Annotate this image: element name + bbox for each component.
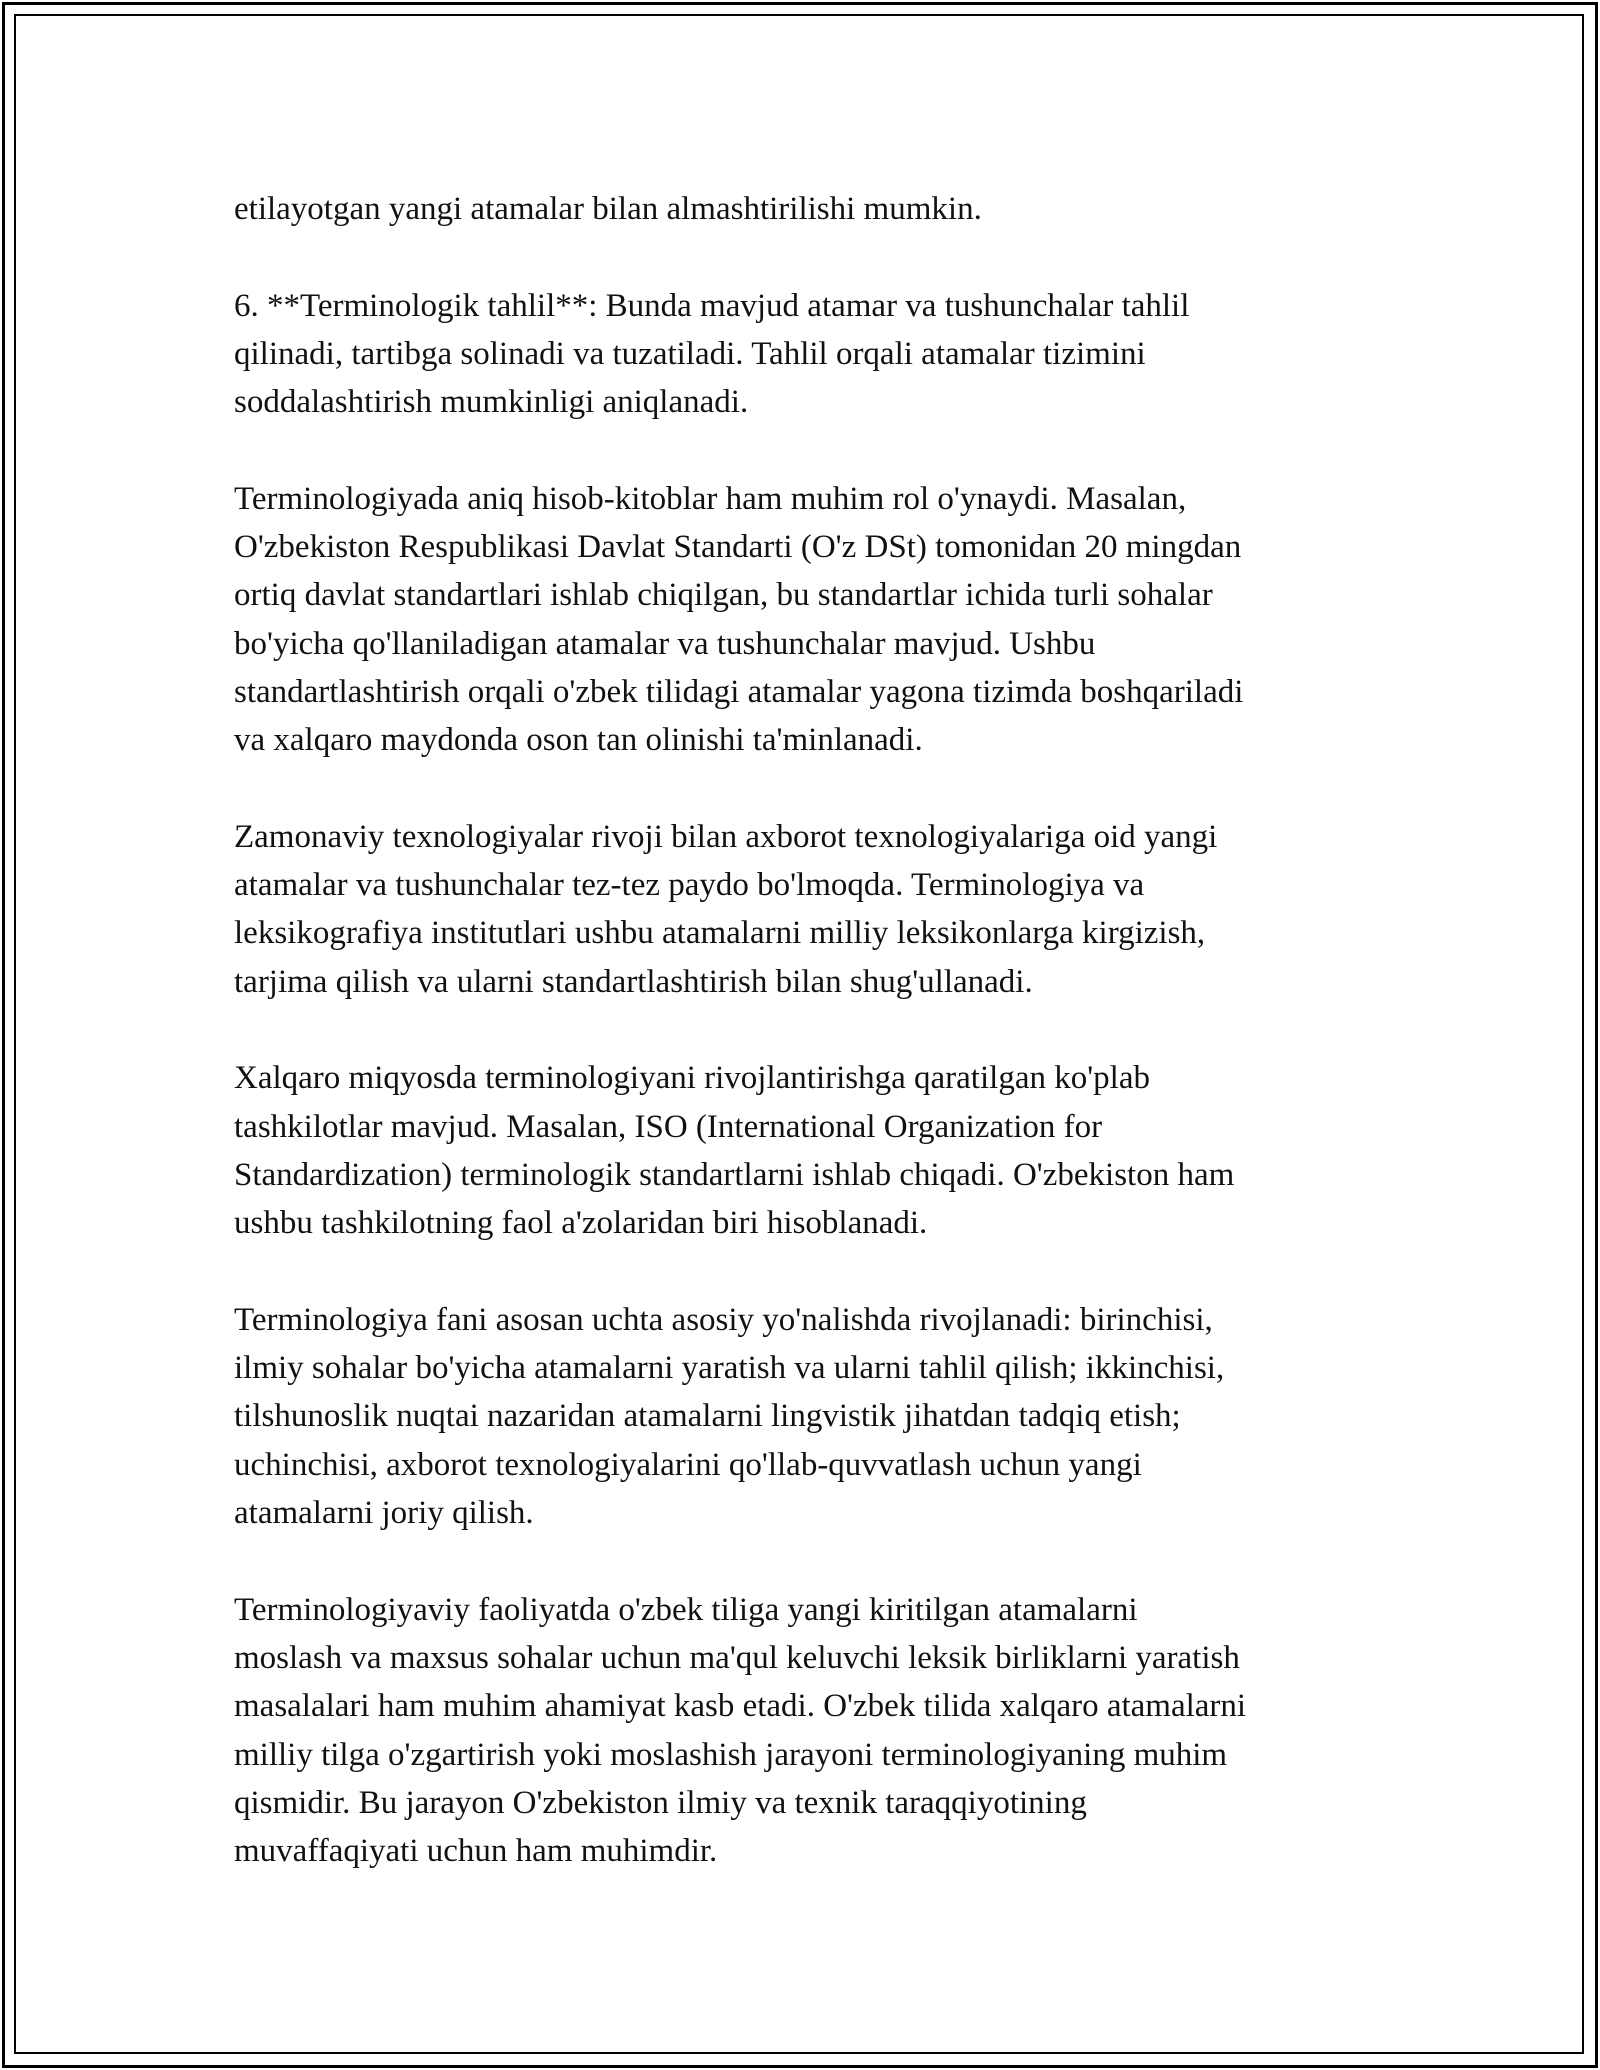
paragraph-terminological-activity: Terminologiyaviy faoliyatda o'zbek tiliga yangi kiritilgan atamalarni moslash va maxsus sohalar uchun ma'qul keluvchi leksik birliklarni yaratish masalalari ham muhim ahamiyat kasb etadi. O'zbek tilida xalqaro atamalarni milliy tilga o'zgartirish yoki moslashish jarayoni terminologiyaning muhim qismidir. Bu jarayon O'zbekiston ilmiy va texnik taraqqiyotining muvaffaqiyati uchun ham muhimdir. bbox=[234, 1591, 1247, 1870]
paragraph-international-organizations: Xalqaro miqyosda terminologiyani rivojlantirishga qaratilgan ko'plab tashkilotlar mavjud. Masalan, ISO (International Organization for Standardization) terminologik standartlarni ishlab chiqadi. O'zbekiston ham ushbu tashkilotning faol a'zolaridan biri hisoblanadi. bbox=[234, 1060, 1235, 1242]
paragraph-standards: Terminologiyada aniq hisob-kitoblar ham muhim rol o'ynaydi. Masalan, O'zbekiston Respublikasi Davlat Standarti (O'z DSt) tomonidan 20 mingdan ortiq davlat standartlari ishlab chiqilgan, bu standartlar ichida turli sohalar bo'yicha qo'llaniladigan atamalar va tushunchalar mavjud. Ushbu standartlashtirish orqali o'zbek tilidagi atamalar yagona tizimda boshqariladi va xalqaro maydonda oson tan olinishi ta'minlanadi. bbox=[234, 480, 1244, 759]
paragraph-modern-technologies: Zamonaviy texnologiyalar rivoji bilan axborot texnologiyalariga oid yangi atamalar va tushunchalar tez-tez paydo bo'lmoqda. Terminologiya va leksikografiya institutlari ushbu atamalarni milliy leksikonlarga kirgizish, tarjima qilish va ularni standartlashtirish bilan shug'ullanadi. bbox=[234, 818, 1218, 1000]
document-body bbox=[234, 185, 1384, 1875]
paragraph-continuation: etilayotgan yangi atamalar bilan almashtirilishi mumkin. bbox=[234, 191, 982, 227]
paragraph-terminological-analysis: 6. **Terminologik tahlil**: Bunda mavjud atamar va tushunchalar tahlil qilinadi, tartibga solinadi va tuzatiladi. Tahlil orqali atamalar tizimini soddalashtirish mumkinligi aniqlanadi. bbox=[234, 287, 1190, 421]
paragraph-directions: Terminologiya fani asosan uchta asosiy yo'nalishda rivojlanadi: birinchisi, ilmiy sohalar bo'yicha atamalarni yaratish va ularni tahlil qilish; ikkinchisi, tilshunoslik nuqtai nazaridan atamalarni lingvistik jihatdan tadqiq etish; uchinchisi, axborot texnologiyalarini qo'llab-quvvatlash uchun yangi atamalarni joriy qilish. bbox=[234, 1301, 1225, 1532]
